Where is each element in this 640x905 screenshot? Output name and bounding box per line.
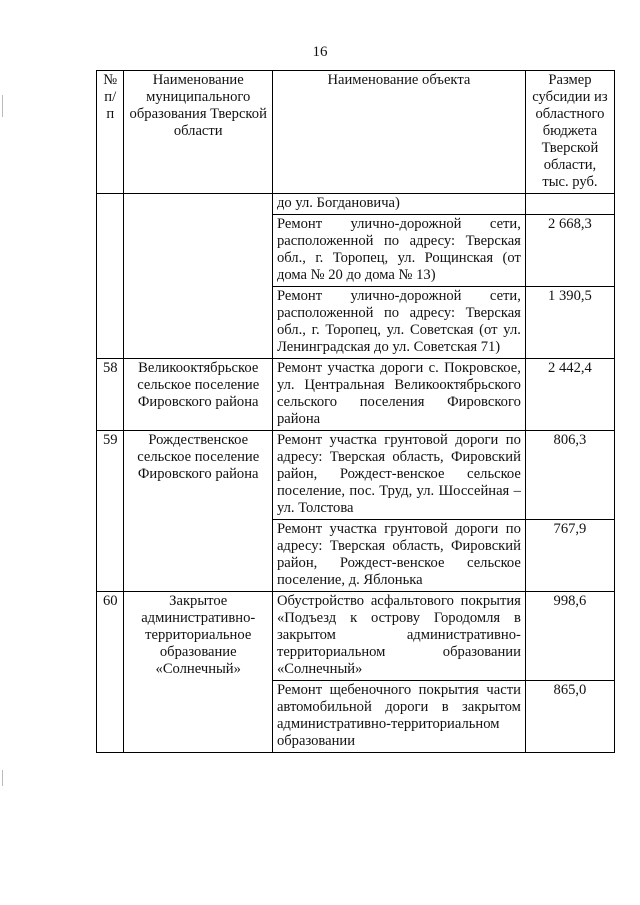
scan-artifact-mark	[2, 95, 3, 117]
row-amount: 767,9	[525, 520, 614, 592]
row-amount	[525, 194, 614, 215]
row-municipality: Рождественское сельское поселение Фировского района	[124, 431, 272, 592]
row-amount: 1 390,5	[525, 287, 614, 359]
row-object: Ремонт улично-дорожной сети, расположенной по адресу: Тверская обл., г. Торопец, ул. Советская (от ул. Ленинградская до ул. Советская 71)	[272, 287, 525, 359]
table-row	[97, 431, 615, 520]
row-amount: 2 668,3	[525, 215, 614, 287]
row-num: 59	[97, 431, 124, 592]
header-municipality: Наименование муниципального образования Тверской области	[124, 71, 272, 194]
row-object: до ул. Богдановича)	[272, 194, 525, 215]
row-num: 60	[97, 592, 124, 753]
row-municipality	[124, 194, 272, 359]
row-object: Ремонт щебеночного покрытия части автомобильной дороги в закрытом административно-территориальном образовании	[272, 681, 525, 753]
header-object: Наименование объекта	[272, 71, 525, 194]
row-object: Ремонт участка грунтовой дороги по адресу: Тверская область, Фировский район, Рождест-венское сельское поселение, д. Яблонька	[272, 520, 525, 592]
subsidy-table	[96, 70, 615, 753]
row-num	[97, 194, 124, 359]
row-municipality: Великооктябрьское сельское поселение Фировского района	[124, 359, 272, 431]
header-num: № п/п	[97, 71, 124, 194]
row-object: Обустройство асфальтового покрытия «Подъезд к острову Городомля в закрытом административно-территориальном образовании «Солнечный»	[272, 592, 525, 681]
row-amount: 2 442,4	[525, 359, 614, 431]
row-amount: 865,0	[525, 681, 614, 753]
scan-artifact-mark	[2, 770, 3, 786]
row-amount: 806,3	[525, 431, 614, 520]
row-object: Ремонт участка дороги с. Покровское, ул. Центральная Великооктябрьского сельского поселения Фировского района	[272, 359, 525, 431]
table-header-row	[97, 71, 615, 194]
row-object: Ремонт улично-дорожной сети, расположенной по адресу: Тверская обл., г. Торопец, ул. Рощинская (от дома № 20 до дома № 13)	[272, 215, 525, 287]
table-row	[97, 592, 615, 681]
row-amount: 998,6	[525, 592, 614, 681]
header-amount: Размер субсидии из областного бюджета Тверской области, тыс. руб.	[525, 71, 614, 194]
row-num: 58	[97, 359, 124, 431]
page-number: 16	[312, 44, 328, 60]
row-municipality: Закрытое административно-территориальное образование «Солнечный»	[124, 592, 272, 753]
row-object: Ремонт участка грунтовой дороги по адресу: Тверская область, Фировский район, Рождест-венское сельское поселение, пос. Труд, ул. Шоссейная – ул. Толстова	[272, 431, 525, 520]
table-row	[97, 194, 615, 215]
table-row	[97, 359, 615, 431]
